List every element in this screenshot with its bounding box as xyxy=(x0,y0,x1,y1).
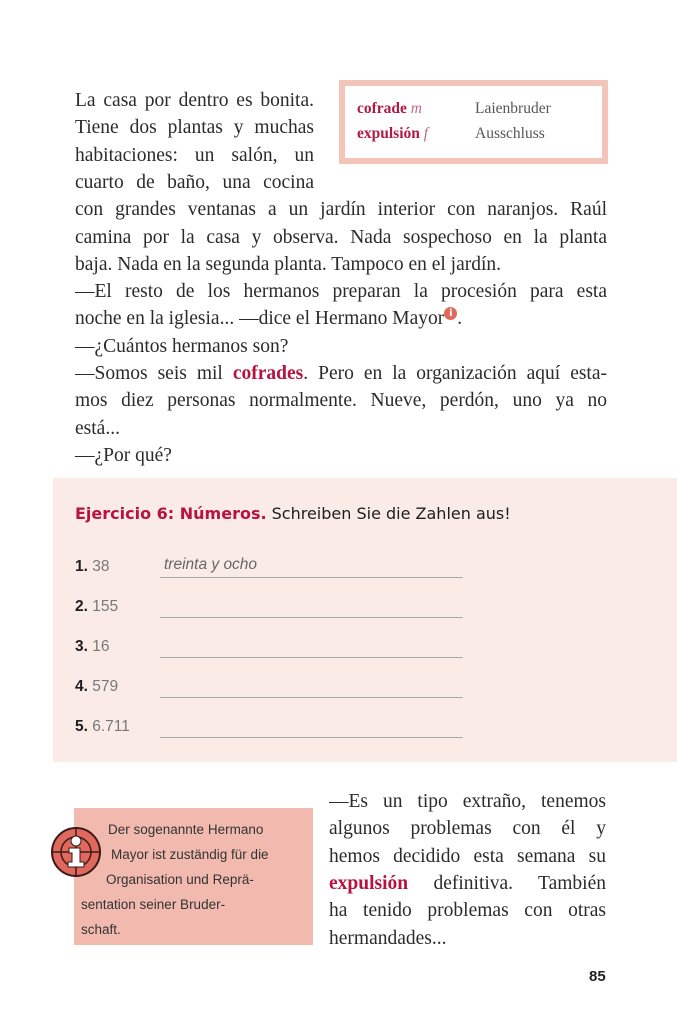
answer-field[interactable] xyxy=(160,676,463,698)
text-line xyxy=(75,442,607,469)
text-segment: —Es un tipo extraño, tenemos xyxy=(329,791,606,812)
text-segment: . Pero en la organización aquí esta- xyxy=(303,363,607,384)
text-segment: La casa por dentro es bonita. xyxy=(75,90,314,111)
text-segment: —El resto de los hermanos preparan la procesión para esta xyxy=(75,281,607,303)
text-segment: —¿Por qué? xyxy=(75,444,172,466)
exercise-title xyxy=(75,504,511,523)
text-segment: habitaciones: un salón, un xyxy=(75,144,314,166)
exercise-item xyxy=(75,558,110,576)
page-number: 85 xyxy=(589,968,606,985)
info-text-line: Organisation und Reprä- xyxy=(106,872,254,887)
text-segment: noche en la iglesia... —dice el Hermano Mayor xyxy=(75,308,445,330)
item-value: 38 xyxy=(92,558,110,575)
item-number: 4. xyxy=(75,678,88,695)
text-line xyxy=(75,224,607,251)
text-segment: camina por la casa y observa. Nada sospechoso en la planta xyxy=(75,226,607,248)
text-line xyxy=(329,788,606,815)
vocab-translation: Laienbruder xyxy=(475,100,551,117)
answer-field[interactable]: treinta y ocho xyxy=(160,556,463,578)
glossary-term: cofrades xyxy=(232,363,304,384)
answer-field[interactable] xyxy=(160,596,463,618)
text-line xyxy=(329,897,606,924)
text-line xyxy=(329,925,606,952)
info-text-line: sentation seiner Bruder- xyxy=(81,897,226,912)
text-segment: —Somos seis mil xyxy=(75,363,233,384)
glossary-term: expulsión xyxy=(329,872,409,894)
vocab-entry xyxy=(357,125,545,143)
text-segment: está... xyxy=(75,417,120,439)
text-line xyxy=(75,278,607,305)
vocab-entry xyxy=(357,100,551,118)
text-segment: Tiene dos plantas y muchas xyxy=(75,117,314,139)
text-line xyxy=(75,196,607,223)
text-line xyxy=(75,142,314,169)
text-line xyxy=(75,169,314,196)
text-segment: baja. Nada en la segunda planta. Tampoco en el jardín. xyxy=(75,253,502,275)
text-segment: con grandes ventanas a un jardín interior con naranjos. Raúl xyxy=(75,199,607,221)
text-segment: . xyxy=(457,308,463,330)
answer-field[interactable] xyxy=(160,636,463,658)
info-text-line: schaft. xyxy=(81,922,121,937)
item-value: 579 xyxy=(92,678,119,695)
info-text-line: Der sogenannte Hermano xyxy=(108,822,264,837)
text-segment: cuarto de baño, una cocina xyxy=(75,171,314,193)
item-value: 6.711 xyxy=(92,718,130,735)
item-number: 5. xyxy=(75,718,88,735)
text-line xyxy=(75,114,314,141)
item-number: 1. xyxy=(75,558,88,575)
info-icon: i xyxy=(444,307,457,320)
item-value: 155 xyxy=(92,598,119,615)
text-line xyxy=(75,251,607,278)
exercise-item xyxy=(75,638,110,656)
text-line xyxy=(75,387,607,414)
item-number: 2. xyxy=(75,598,88,615)
text-line xyxy=(329,843,606,870)
exercise-item xyxy=(75,598,118,616)
info-box xyxy=(74,808,313,945)
info-icon xyxy=(50,826,102,878)
exercise-item xyxy=(75,678,118,696)
item-value: 16 xyxy=(92,638,110,655)
text-line xyxy=(75,333,607,360)
text-line xyxy=(75,87,314,114)
exercise-item xyxy=(75,718,130,736)
text-line xyxy=(75,305,607,332)
text-line xyxy=(329,815,606,842)
text-segment: mos diez personas normalmente. Nueve, perdón, uno ya no xyxy=(75,390,607,412)
vocab-term: expulsión xyxy=(357,125,420,142)
text-line xyxy=(329,870,606,897)
info-text-line: Mayor ist zuständig für die xyxy=(111,847,269,862)
answer-field[interactable] xyxy=(160,716,463,738)
exercise-instruction: Schreiben Sie die Zahlen aus! xyxy=(271,504,511,523)
text-line xyxy=(75,415,607,442)
exercise-label: Ejercicio 6: Números. xyxy=(75,504,267,523)
vocab-term: cofrade xyxy=(357,100,407,117)
text-segment: hermandades... xyxy=(329,927,447,949)
item-number: 3. xyxy=(75,638,88,655)
text-line xyxy=(75,360,607,387)
text-segment: hemos decidido esta semana su xyxy=(329,845,606,867)
text-segment: algunos problemas con él y xyxy=(329,818,606,840)
vocab-gender: f xyxy=(423,125,429,142)
vocabulary-box xyxy=(339,80,608,164)
text-segment: ha tenido problemas con otras xyxy=(329,900,606,922)
vocab-gender: m xyxy=(410,100,422,117)
text-segment: —¿Cuántos hermanos son? xyxy=(75,335,289,357)
exercise-box xyxy=(53,478,677,762)
text-segment: definitiva. También xyxy=(408,872,606,894)
vocab-translation: Ausschluss xyxy=(475,125,545,142)
